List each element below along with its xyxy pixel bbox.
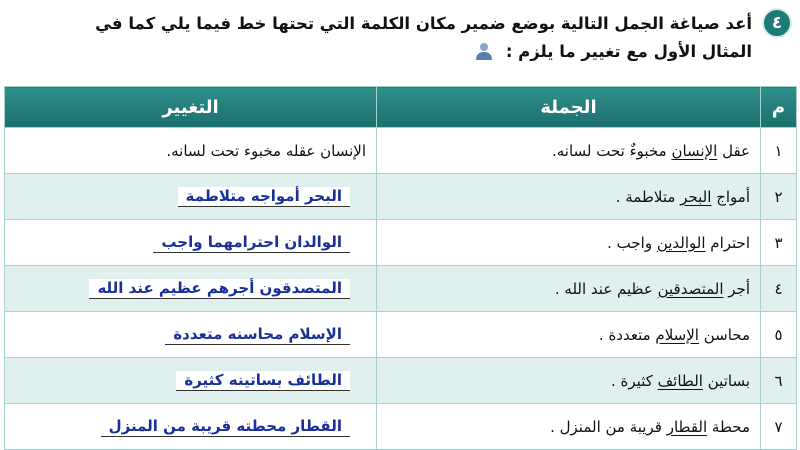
- answer-cell[interactable]: [5, 266, 377, 312]
- answer-text: البحر أمواجه متلاطمة: [178, 187, 350, 207]
- header-num: م: [761, 87, 797, 128]
- underlined-word: الإنسان: [671, 141, 718, 160]
- underlined-word: المتصدقين: [657, 279, 724, 298]
- sentence-post: كثيرة .: [611, 371, 658, 390]
- table-row: [5, 266, 797, 312]
- sentence-cell: [377, 220, 761, 266]
- row-number: ٢: [761, 174, 797, 220]
- row-number: ٣: [761, 220, 797, 266]
- underlined-word: الإسلام: [655, 325, 699, 344]
- sentence-post: متلاطمة .: [615, 187, 681, 206]
- sentence-cell: [377, 174, 761, 220]
- instruction-line-2: [32, 38, 752, 66]
- table-row: [5, 312, 797, 358]
- answer-text: الطائف بساتينه كثيرة: [176, 371, 350, 391]
- person-icon: [474, 41, 494, 61]
- sentence-post: مخبوءٌ تحت لسانه.: [552, 141, 672, 160]
- answer-text: الوالدان احترامهما واجب: [153, 233, 350, 253]
- table-row: [5, 220, 797, 266]
- sentence-pre: أمواج: [711, 187, 750, 206]
- table-row: [5, 174, 797, 220]
- exercise-table: [4, 86, 797, 450]
- table-row: [5, 404, 797, 450]
- row-number: ٧: [761, 404, 797, 450]
- sentence-cell: [377, 358, 761, 404]
- row-number: ٤: [761, 266, 797, 312]
- answer-cell[interactable]: [5, 312, 377, 358]
- header-sentence: الجملة: [377, 87, 761, 128]
- sentence-pre: احترام: [705, 233, 750, 252]
- sentence-pre: محاسن: [698, 325, 750, 344]
- question-header: [8, 6, 792, 76]
- underlined-word: القطار: [666, 417, 708, 436]
- sentence-cell: [377, 128, 761, 174]
- sentence-cell: [377, 404, 761, 450]
- answer-cell[interactable]: [5, 358, 377, 404]
- answer-text: المتصدقون أجرهم عظيم عند الله: [89, 279, 350, 299]
- header-change: التغيير: [5, 87, 377, 128]
- answer-cell[interactable]: [5, 220, 377, 266]
- sentence-cell: [377, 266, 761, 312]
- answer-cell[interactable]: [5, 128, 377, 174]
- answer-text: القطار محطته قريبة من المنزل: [101, 417, 350, 437]
- answer-text: الإسلام محاسنه متعددة: [165, 325, 350, 345]
- answer-cell[interactable]: [5, 404, 377, 450]
- sentence-pre: بساتين: [702, 371, 750, 390]
- instruction-line-2-text: المثال الأول مع تغيير ما يلزم :: [505, 42, 752, 61]
- sentence-post: واجب .: [607, 233, 657, 252]
- table-row: [5, 358, 797, 404]
- sentence-post: قريبة من المنزل .: [550, 417, 667, 436]
- sentence-post: عظيم عند الله .: [554, 279, 658, 298]
- row-number: ١: [761, 128, 797, 174]
- answer-text: الإنسان عقله مخبوء تحت لسانه.: [166, 141, 366, 160]
- table-row: [5, 128, 797, 174]
- underlined-word: البحر: [680, 187, 712, 206]
- sentence-cell: [377, 312, 761, 358]
- instruction-text: [32, 10, 752, 66]
- instruction-line-1: أعد صياغة الجمل التالية بوضع ضمير مكان الكلمة التي تحتها خط فيما يلي كما في: [95, 14, 752, 33]
- sentence-pre: محطة: [707, 417, 750, 436]
- row-number: ٥: [761, 312, 797, 358]
- underlined-word: الطائف: [657, 371, 703, 390]
- sentence-post: متعددة .: [598, 325, 656, 344]
- table-header-row: [5, 87, 797, 128]
- underlined-word: الوالدين: [656, 233, 706, 252]
- answer-cell[interactable]: [5, 174, 377, 220]
- sentence-pre: عقل: [717, 141, 750, 160]
- question-number-badge: ٤: [762, 8, 792, 38]
- sentence-pre: أجر: [723, 279, 750, 298]
- row-number: ٦: [761, 358, 797, 404]
